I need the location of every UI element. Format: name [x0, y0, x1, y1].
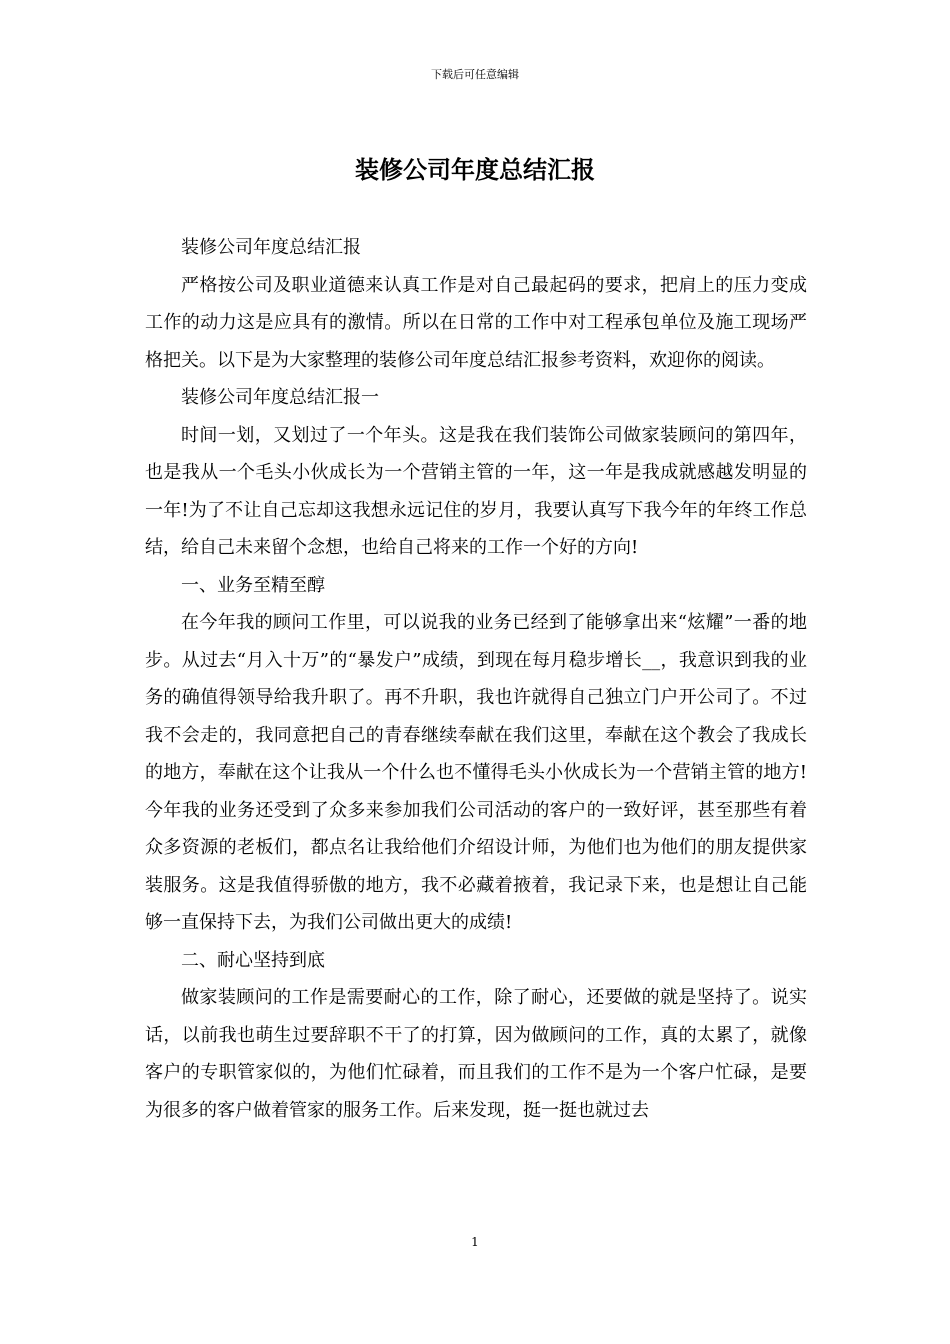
- paragraph-patience: 做家装顾问的工作是需要耐心的工作，除了耐心，还要做的就是坚持了。说实话，以前我也萌生过要辞职不干了的打算，因为做顾问的工作，真的太累了，就像客户的专职管家似的，为他们忙碌着，而且我们的工作不是为一个客户忙碌，是要为很多的客户做着管家的服务工作。后来发现，挺一挺也就过去: [145, 987, 807, 1121]
- paragraph-intro: 严格按公司及职业道德来认真工作是对自己最起码的要求，把肩上的压力变成工作的动力这是应具有的激情。所以在日常的工作中对工程承包单位及施工现场严格把关。以下是为大家整理的装修公司年度总结汇报参考资料，欢迎你的阅读。: [145, 274, 807, 371]
- document-body: [145, 229, 807, 1129]
- section-heading-report-one: 装修公司年度总结汇报一: [181, 387, 379, 408]
- paragraph-report-one-intro: 时间一划，又划过了一个年头。这是我在我们装饰公司做家装顾问的第四年，也是我从一个毛头小伙成长为一个营销主管的一年，这一年是我成就感越发明显的一年!为了不让自己忘却这我想永远记住的岁月，我要认真写下我今年的年终工作总结，给自己未来留个念想，也给自己将来的工作一个好的方向!: [145, 424, 807, 558]
- document-title: 装修公司年度总结汇报: [355, 156, 595, 184]
- section-heading-business: 一、业务至精至醇: [181, 574, 325, 596]
- header-note: 下载后可任意编辑: [431, 68, 519, 81]
- section-heading-patience: 二、耐心坚持到底: [181, 949, 325, 971]
- paragraph-business: 在今年我的顾问工作里，可以说我的业务已经到了能够拿出来“炫耀”一番的地步。从过去“月入十万”的“暴发户”成绩，到现在每月稳步增长__，我意识到我的业务的确值得领导给我升职了。再不升职，我也许就得自己独立门户开公司了。不过我不会走的，我同意把自己的青春继续奉献在我们这里，奉献在这个教会了我成长的地方，奉献在这个让我从一个什么也不懂得毛头小伙成长为一个营销主管的地方!今年我的业务还受到了众多来参加我们公司活动的客户的一致好评，甚至那些有着众多资源的老板们，都点名让我给他们介绍设计师，为他们也为他们的朋友提供家装服务。这是我值得骄傲的地方，我不必藏着掖着，我记录下来，也是想让自己能够一直保持下去，为我们公司做出更大的成绩!: [145, 612, 807, 933]
- paragraph-subtitle: 装修公司年度总结汇报: [181, 237, 361, 258]
- page-number: 1: [471, 1235, 479, 1249]
